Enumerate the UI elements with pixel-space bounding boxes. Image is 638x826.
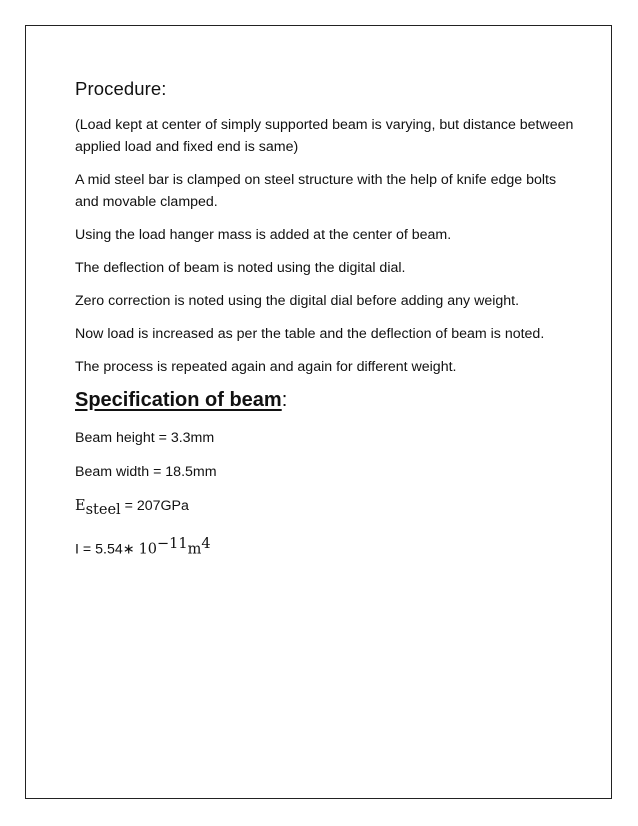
procedure-paragraph-6: Now load is increased as per the table and the deflection of beam is noted.: [75, 326, 545, 342]
procedure-paragraph-5: Zero correction is noted using the digital dial before adding any weight.: [75, 293, 520, 309]
procedure-heading: Procedure:: [75, 78, 167, 99]
i-prefix: I = 5.54∗: [75, 541, 139, 558]
procedure-paragraph-1: (Load kept at center of simply supported beam is varying, but distance between applied load and fixed end is same): [75, 117, 574, 155]
i-unit-exponent: 4: [201, 535, 211, 552]
e-subscript: steel: [85, 501, 121, 518]
specification-title: Specification of beam: [75, 389, 282, 411]
specification-heading: [75, 389, 575, 412]
i-base: 10: [138, 541, 158, 558]
moment-of-inertia: [75, 533, 575, 561]
document-content: [75, 78, 575, 573]
beam-width: Beam width = 18.5mm: [75, 464, 217, 480]
procedure-paragraph-4: The deflection of beam is noted using the digital dial.: [75, 260, 406, 276]
i-exponent: −11: [157, 535, 188, 552]
procedure-paragraph-2: A mid steel bar is clamped on steel structure with the help of knife edge bolts and movable clamped.: [75, 172, 557, 210]
youngs-modulus: [75, 495, 575, 521]
specification-colon: :: [281, 389, 288, 411]
e-symbol: E: [75, 498, 86, 514]
procedure-paragraph-7: The process is repeated again and again for different weight.: [75, 359, 457, 375]
procedure-paragraph-3: Using the load hanger mass is added at the center of beam.: [75, 227, 452, 243]
e-value: = 207GPa: [120, 498, 189, 514]
i-unit: m: [187, 541, 202, 558]
beam-height: Beam height = 3.3mm: [75, 430, 215, 446]
